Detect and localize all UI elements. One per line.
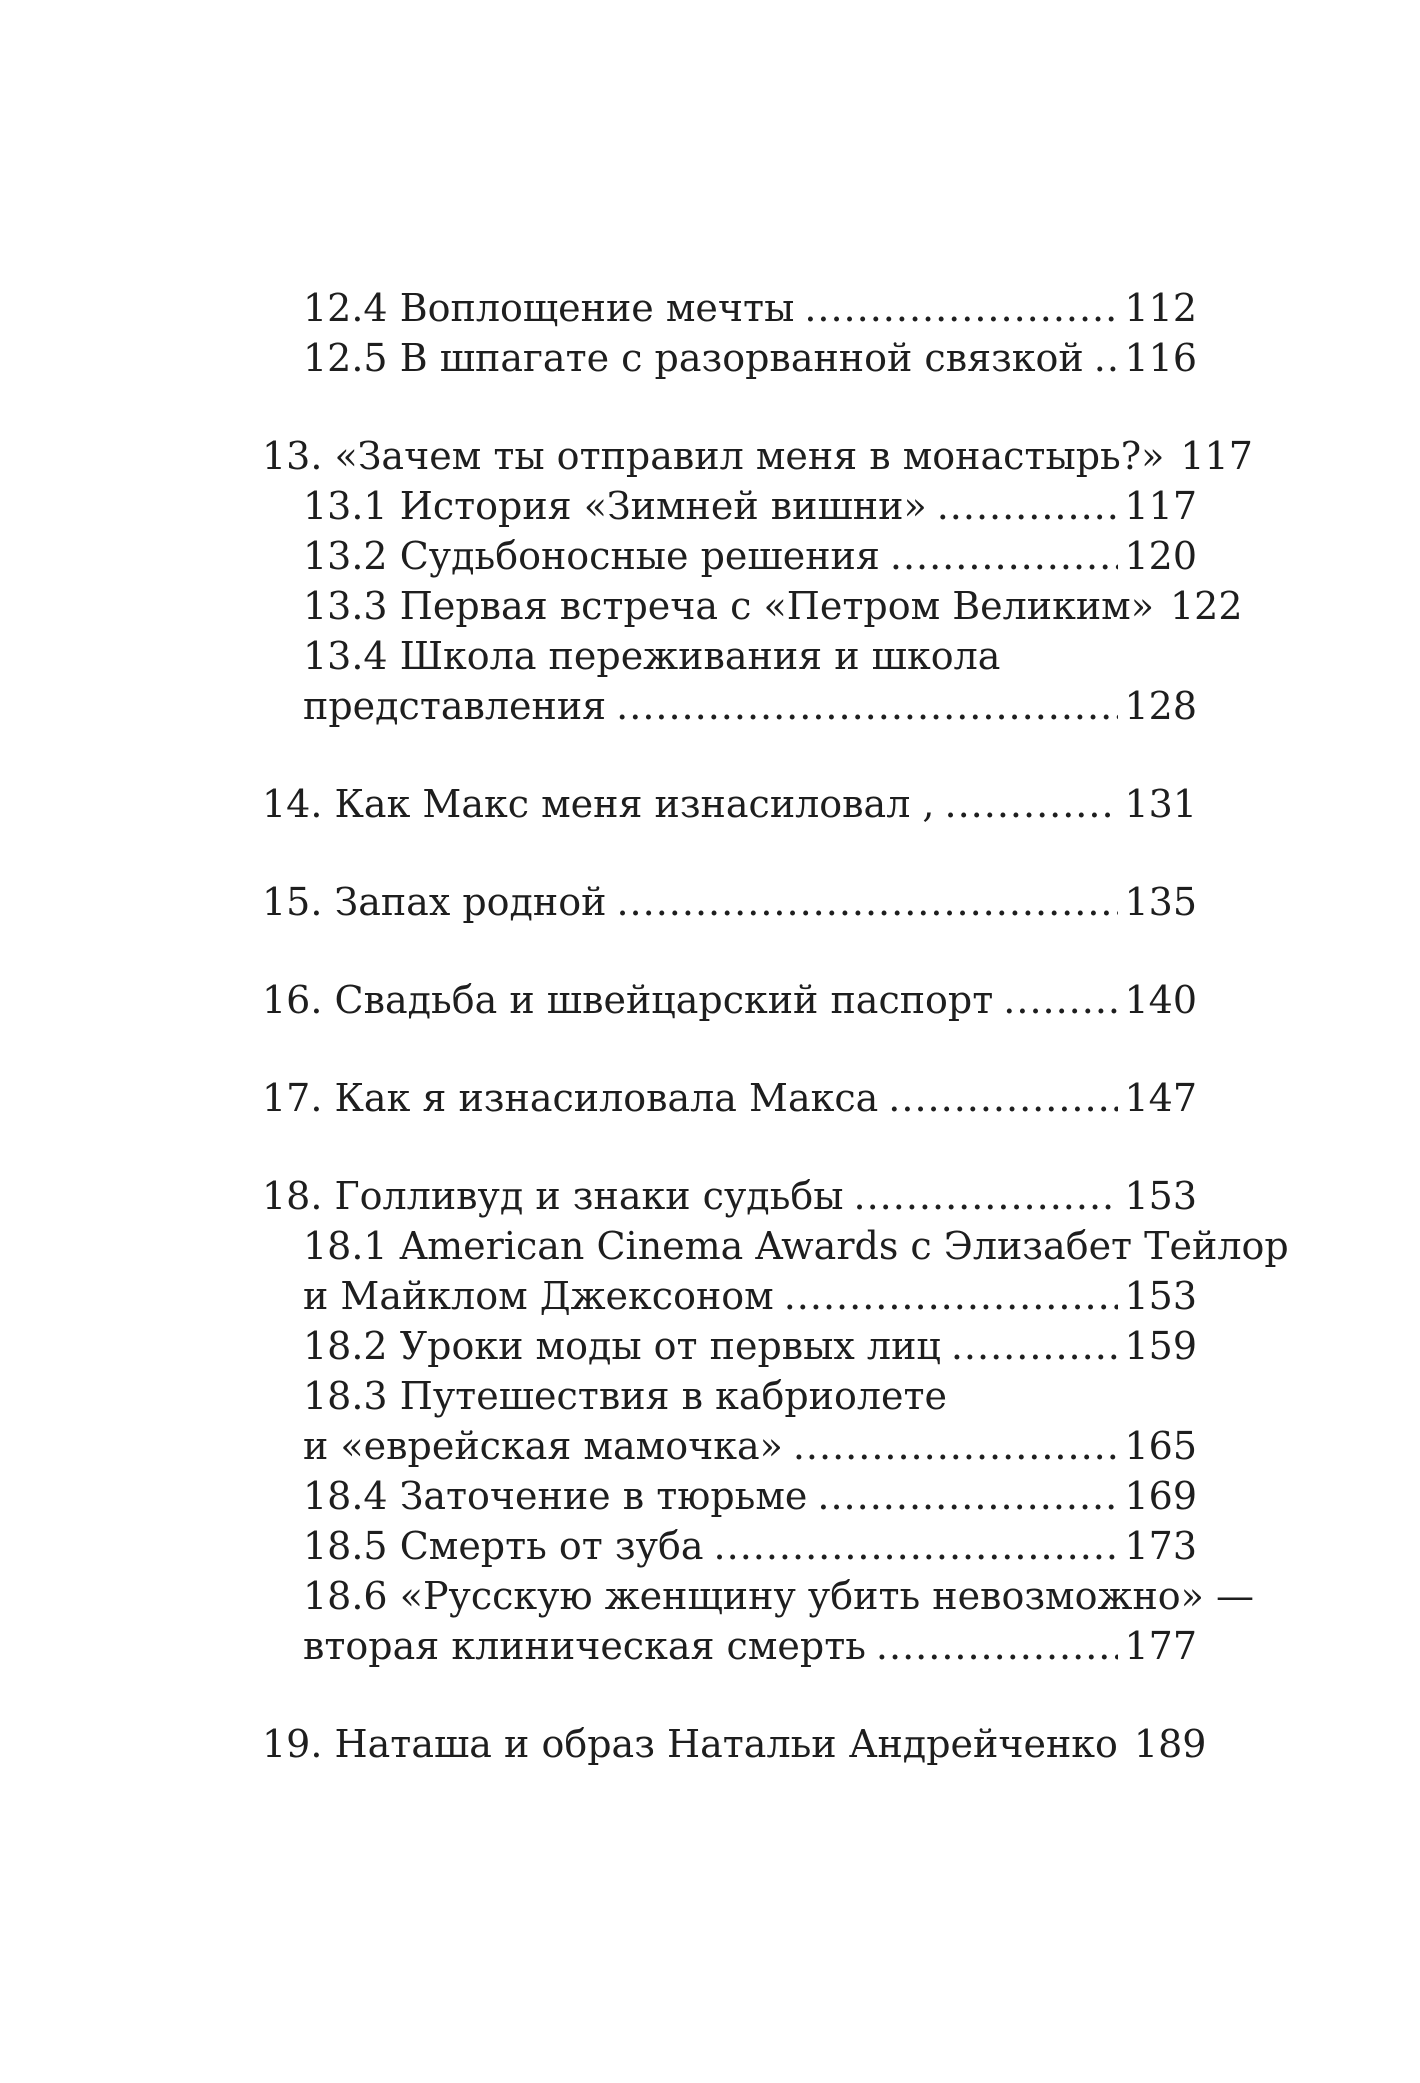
toc-subsection-entry[interactable] (262, 1471, 1197, 1521)
toc-chapter-entry[interactable] (262, 975, 1197, 1025)
toc-page-number: 131 (1124, 782, 1197, 826)
toc-section (262, 1719, 1207, 1769)
dot-leader (854, 1171, 1119, 1221)
toc-entry-title: 18.6 «Русскую женщину убить невозможно» — (303, 1574, 1254, 1618)
dot-leader (951, 1321, 1119, 1371)
toc-entry-title: 18.3 Путешествия в кабриолете (303, 1374, 948, 1418)
toc-chapter-entry[interactable] (262, 431, 1253, 481)
toc-page-number: 177 (1124, 1624, 1197, 1668)
dot-leader (817, 1471, 1118, 1521)
dot-leader (784, 1271, 1119, 1321)
toc-page-number: 169 (1124, 1474, 1197, 1518)
toc-subsection-entry[interactable] (262, 333, 1197, 383)
toc-entry-title: 18.5 Смерть от зуба (303, 1524, 704, 1568)
toc-page-number: 159 (1124, 1324, 1197, 1368)
dot-leader (945, 779, 1119, 829)
toc-section (262, 1171, 1289, 1671)
toc-section (262, 975, 1197, 1025)
toc-entry-title: 13. «Зачем ты отправил меня в монастырь?» (262, 434, 1165, 478)
toc-page-number: 128 (1124, 684, 1197, 728)
toc-section (262, 431, 1253, 731)
toc-entry-title: 12.5 В шпагате с разорванной связкой (303, 336, 1084, 380)
toc-entry-title: 18.2 Уроки моды от первых лиц (303, 1324, 941, 1368)
toc-entry-title: вторая клиническая смерть (303, 1624, 866, 1668)
toc-page-number: 153 (1124, 1274, 1197, 1318)
dot-leader (616, 877, 1118, 927)
table-of-contents (262, 283, 1289, 1817)
dot-leader (793, 1421, 1119, 1471)
toc-entry-title: 13.2 Судьбоносные решения (303, 534, 880, 578)
toc-page-number: 117 (1180, 434, 1253, 478)
toc-subsection-entry[interactable] (262, 1321, 1197, 1371)
toc-entry-title: 18.4 Заточение в тюрьме (303, 1474, 808, 1518)
toc-chapter-entry[interactable] (262, 1719, 1207, 1769)
toc-page-number: 165 (1124, 1424, 1197, 1468)
toc-entry-title: и «еврейская мамочка» (303, 1424, 783, 1468)
toc-section (262, 283, 1197, 383)
toc-entry-title: 15. Запах родной (262, 880, 607, 924)
dot-leader (616, 681, 1118, 731)
toc-section (262, 877, 1197, 927)
toc-subsection-entry[interactable] (262, 283, 1197, 333)
toc-entry-title: 16. Свадьба и швейцарский паспорт (262, 978, 994, 1022)
toc-entry-title: 18. Голливуд и знаки судьбы (262, 1174, 844, 1218)
toc-chapter-entry[interactable] (262, 1073, 1197, 1123)
toc-entry-title: 12.4 Воплощение мечты (303, 286, 795, 330)
dot-leader (890, 531, 1119, 581)
toc-page-number: 112 (1124, 286, 1197, 330)
toc-subsection-entry[interactable] (262, 631, 1197, 681)
dot-leader (804, 283, 1118, 333)
toc-page-number: 120 (1124, 534, 1197, 578)
toc-section (262, 779, 1197, 829)
toc-subsection-entry[interactable] (262, 1621, 1197, 1671)
dot-leader (714, 1521, 1119, 1571)
toc-entry-title: 19. Наташа и образ Натальи Андрейченко (262, 1722, 1118, 1766)
dot-leader (1094, 333, 1119, 383)
toc-entry-title: 13.1 История «Зимней вишни» (303, 484, 927, 528)
toc-entry-title: 13.4 Школа переживания и школа (303, 634, 1001, 678)
toc-page-number: 153 (1124, 1174, 1197, 1218)
toc-chapter-entry[interactable] (262, 779, 1197, 829)
dot-leader (876, 1621, 1119, 1671)
toc-page-number: 147 (1124, 1076, 1197, 1120)
toc-entry-title: 14. Как Макс меня изнасиловал , (262, 782, 935, 826)
toc-subsection-entry[interactable] (262, 1421, 1197, 1471)
toc-entry-title: и Майклом Джексоном (303, 1274, 774, 1318)
toc-page-number: 140 (1124, 978, 1197, 1022)
toc-subsection-entry[interactable] (262, 581, 1243, 631)
toc-page-number: 173 (1124, 1524, 1197, 1568)
toc-section (262, 1073, 1197, 1123)
toc-entry-title: представления (303, 684, 607, 728)
toc-page-number: 189 (1133, 1722, 1207, 1766)
toc-entry-title: 17. Как я изнасиловала Макса (262, 1076, 879, 1120)
toc-page-number: 117 (1124, 484, 1197, 528)
toc-entry-title: 13.3 Первая встреча с «Петром Великим» (303, 584, 1154, 628)
dot-leader (937, 481, 1119, 531)
dot-leader (1003, 975, 1118, 1025)
dot-leader (888, 1073, 1118, 1123)
toc-subsection-entry[interactable] (262, 681, 1197, 731)
toc-page-number: 116 (1124, 336, 1197, 380)
toc-subsection-entry[interactable] (262, 481, 1197, 531)
toc-subsection-entry[interactable] (262, 1571, 1254, 1621)
toc-chapter-entry[interactable] (262, 1171, 1197, 1221)
toc-subsection-entry[interactable] (262, 531, 1197, 581)
toc-page-number: 122 (1169, 584, 1243, 628)
toc-subsection-entry[interactable] (262, 1221, 1289, 1271)
toc-page-number: 135 (1124, 880, 1197, 924)
toc-subsection-entry[interactable] (262, 1271, 1197, 1321)
toc-subsection-entry[interactable] (262, 1371, 1197, 1421)
toc-subsection-entry[interactable] (262, 1521, 1197, 1571)
toc-entry-title: 18.1 American Cinema Awards с Элизабет Тейлор (303, 1224, 1289, 1268)
toc-chapter-entry[interactable] (262, 877, 1197, 927)
